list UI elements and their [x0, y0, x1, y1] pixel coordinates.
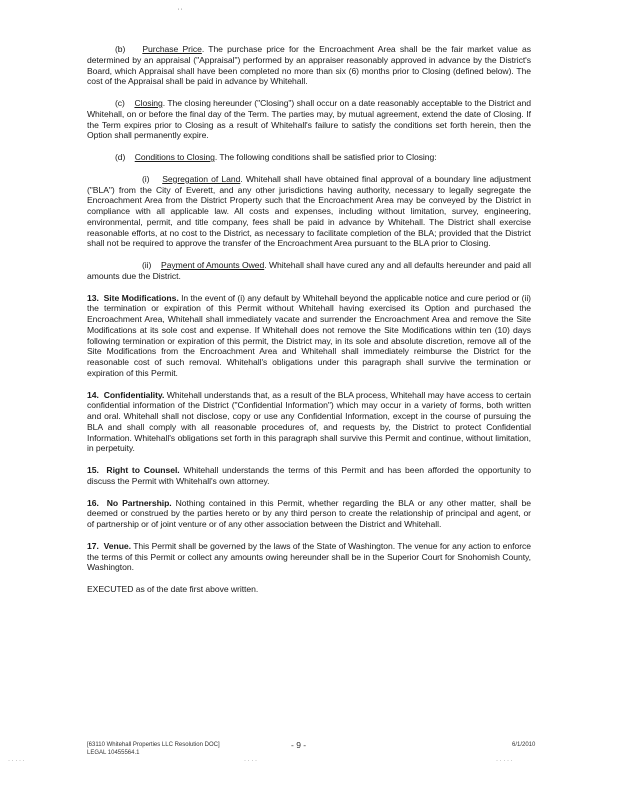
section-text: Nothing contained in this Permit, whether regarding the BLA or any other matter, shall be deemed or construed by the parties hereto or by any third person to create the relationship of principal and agent, or of partnership or of joint venture or of any other association between the District and Whitehall.	[87, 497, 531, 529]
paragraph-text: . The following conditions shall be satisfied prior to Closing:	[214, 152, 437, 162]
scan-mark-bottom-left: · · · · ·	[8, 758, 25, 764]
section-13-site-modifications	[87, 293, 531, 379]
section-text: Whitehall understands the terms of this Permit and has been afforded the opportunity to discuss the Permit with Whitehall's own attorney.	[87, 465, 531, 486]
paragraph-text: . Whitehall shall have obtained final approval of a boundary line adjustment ("BLA") from the City of Everett, and any other jurisdictions having authority, necessary to legally segregate the Encroachment Area from the District Property such that the Encroachment Area may be conveyed by the District in compliance with all applicable law. All costs and expenses, including without limitation, survey, engineering, environmental, permit, and title company, fees shall be paid in advance by Whitehall. The District shall exercise reasonable efforts, at no cost to the District, as necessary to facilitate completion of the BLA; provided that the District shall not be required to approve the transfer of the Encroachment Area pursuant to the BLA prior to Closing.	[87, 173, 531, 249]
section-16-no-partnership	[87, 498, 531, 530]
paragraph-label: (i)	[142, 173, 150, 184]
section-heading: Venue.	[103, 540, 131, 551]
paragraph-text: . The purchase price for the Encroachment Area shall be the fair market value as determined by an appraisal ("Appraisal") performed by an appraiser reasonably approved in advance by the District's Board, which Appraisal shall have been completed no more than six (6) months prior to Closing (defined below). The cost of the Appraisal shall be paid in advance by Whitehall.	[87, 44, 532, 87]
paragraph-label: (ii)	[142, 260, 152, 270]
section-heading: Confidentiality.	[103, 389, 165, 400]
section-text: In the event of (i) any default by Whitehall beyond the applicable notice and cure period or (ii) the termination or expiration of this Permit without Whitehall having exercised its Option and purchased the Encroachment Area, Whitehall shall immediately vacate and surrender the Encroachment Area and remove the Site Modifications at its sole cost and expense. If Whitehall does not remove the Site Modifications within ten (10) days following termination or expiration of this permit, the District may, in its sole and absolute discretion, remove all of the Site Modifications from the Encroachment Area and Whitehall shall immediately reimburse the District for the reasonable cost of such removal. Whitehall's obligations under this paragraph shall survive the termination or expiration of this Permit.	[87, 292, 531, 378]
paragraph-purchase-price	[87, 44, 531, 87]
scan-mark-bottom-right: · · · · ·	[496, 758, 513, 764]
section-heading: Site Modifications.	[103, 292, 179, 303]
section-14-confidentiality	[87, 390, 531, 455]
section-number: 13.	[87, 292, 99, 303]
paragraph-segregation-of-land	[87, 174, 531, 249]
section-number: 15.	[87, 465, 99, 475]
page-number: - 9 -	[291, 740, 307, 750]
paragraph-title: Payment of Amounts Owed	[161, 260, 265, 270]
scan-mark-top: ' '	[178, 9, 182, 15]
section-heading: No Partnership.	[106, 497, 172, 508]
paragraph-text: . Whitehall shall have cured any and all defaults hereunder and paid all amounts due the District.	[87, 260, 531, 281]
paragraph-title: Purchase Price	[142, 44, 202, 54]
executed-statement: EXECUTED as of the date first above written.	[87, 584, 259, 594]
section-heading: Right to Counsel.	[106, 465, 180, 475]
section-17-venue	[87, 541, 531, 573]
paragraph-payment-of-amounts-owed	[87, 260, 531, 282]
paragraph-label: (b)	[115, 44, 126, 54]
paragraph-closing	[87, 98, 531, 141]
footer-legal-number: LEGAL 10455564.1	[87, 750, 140, 756]
paragraph-title: Segregation of Land	[162, 173, 241, 184]
paragraph-title: Conditions to Closing	[134, 152, 215, 162]
paragraph-title: Closing	[134, 98, 163, 108]
section-number: 14.	[87, 389, 99, 400]
scan-mark-bottom-center: · · · ·	[244, 758, 257, 764]
section-15-right-to-counsel	[87, 465, 531, 487]
footer-date: 6/1/2010	[512, 742, 536, 748]
paragraph-label: (d)	[115, 152, 126, 162]
section-number: 16.	[87, 497, 99, 508]
footer-file-name: [63110 Whitehall Properties LLC Resolution DOC]	[87, 742, 220, 748]
paragraph-text: . The closing hereunder ("Closing") shall occur on a date reasonably acceptable to the District and Whitehall, on or before the final day of the Term. The parties may, by mutual agreement, extend the date of Closing. If the Term expires prior to Closing as a result of Whitehall's failure to satisfy the conditions set forth herein, then the Option shall permanently expire.	[87, 98, 531, 141]
document-body	[87, 44, 531, 606]
footer-document-reference	[87, 741, 277, 757]
section-text: Whitehall understands that, as a result of the BLA process, Whitehall may have access to certain confidential information of the District ("Confidential Information") which may occur in a variety of forms, both written and oral. Whitehall shall not disclose, copy or use any Confidential Information, except in the course of pursuing the BLA and shall comply with all reasonable procedures of, and requests by, the District to protect Confidential Information. Whitehall's obligations set forth in this paragraph shall survive this Permit and continue, without limitation, in perpetuity.	[87, 389, 531, 454]
section-text: This Permit shall be governed by the laws of the State of Washington. The venue for any action to enforce the terms of this Permit or collect any amounts owing hereunder shall be in the Superior Court for Snohomish County, Washington.	[87, 540, 531, 573]
section-number: 17.	[87, 540, 99, 551]
paragraph-conditions-to-closing	[87, 152, 531, 163]
paragraph-label: (c)	[115, 98, 125, 108]
